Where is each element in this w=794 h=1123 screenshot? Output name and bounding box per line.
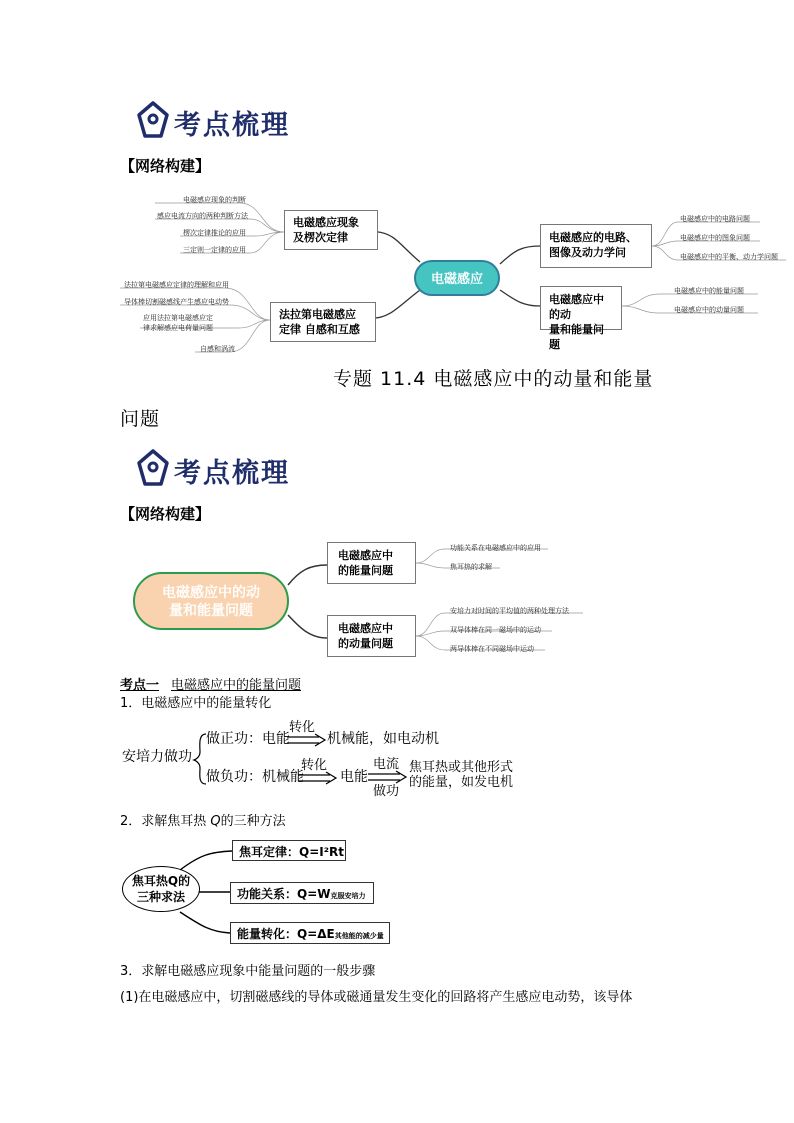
- arrow-label: 转化: [289, 720, 316, 735]
- mindmap2-leaf: 双导体棒在同一磁场中的运动: [450, 626, 541, 634]
- method2-sub: 克服安培力: [330, 892, 366, 900]
- method2-main: 功能关系：Q=W: [237, 887, 331, 901]
- mindmap1-leaf: 自感和涡流: [200, 345, 235, 353]
- method-work-energy: [230, 882, 374, 904]
- mindmap2-leaf: 安培力对时间的平均值的两种处理方法: [450, 607, 569, 615]
- electric-energy-text: 电能: [340, 769, 368, 785]
- mindmap1-node-faraday: 法拉第电磁感应 定律 自感和互感: [270, 302, 376, 342]
- joule-center-ellipse: 焦耳热Q的 三种求法: [122, 866, 200, 912]
- arrow-label-top: 电流: [373, 757, 400, 772]
- kaodian-label: 考点一: [120, 678, 160, 693]
- mindmap1-leaf: 电磁感应现象的判断: [183, 196, 246, 204]
- list-item-3: 3．求解电磁感应现象中能量问题的一般步骤: [120, 964, 376, 979]
- arrow-label: 转化: [301, 758, 328, 773]
- mindmap2-leaf: 焦耳热的求解: [450, 563, 492, 571]
- positive-work-result: 机械能，如电动机: [327, 731, 439, 747]
- list-item-1: 1．电磁感应中的能量转化: [120, 696, 272, 711]
- mindmap1-leaf: 感应电流方向的两种判断方法: [157, 212, 248, 220]
- negative-result-line1: 焦耳热或其他形式: [409, 760, 514, 775]
- mindmap1-leaf: 三定则一定律的应用: [183, 246, 246, 254]
- mindmap1-leaf: 电磁感应中的平衡、动力学问题: [680, 253, 778, 261]
- mindmap2-leaf: 两导体棒在不同磁场中运动: [450, 645, 534, 653]
- mindmap1-leaf: 电磁感应中的能量问题: [674, 287, 744, 295]
- mindmap1-leaf: 法拉第电磁感应定律的理解和应用: [124, 281, 229, 289]
- ampere-work-label: 安培力做功: [122, 749, 192, 765]
- negative-result-line2: 的能量，如发电机: [409, 775, 514, 790]
- kaodian-title: 电磁感应中的能量问题: [171, 678, 302, 693]
- mindmap1-leaf: 电磁感应中的电路问题: [680, 215, 750, 223]
- mindmap1-center-node: 电磁感应: [414, 260, 500, 296]
- mindmap1-leaf: 楞次定律推论的应用: [183, 229, 246, 237]
- list-item-2-var: Q: [210, 814, 221, 829]
- section-heading: 考点梳理: [174, 110, 290, 141]
- method3-sub: 其他能的减少量: [334, 932, 384, 940]
- method-joule-law: 焦耳定律：Q=I²Rt: [232, 840, 346, 861]
- method3-main: 能量转化：Q=ΔE: [237, 927, 335, 941]
- positive-work-text: 做正功：电能: [206, 731, 290, 747]
- mindmap1-node-momentum-energy: 电磁感应中的动 量和能量问题: [540, 286, 622, 330]
- mindmap2-center-node: 电磁感应中的动 量和能量问题: [133, 572, 289, 630]
- network-subtitle: 【网络构建】: [120, 505, 211, 523]
- negative-work-text: 做负功：机械能: [206, 769, 304, 785]
- paragraph: (1)在电磁感应中，切割磁感线的导体或磁通量发生变化的回路将产生感应电动势，该导体: [120, 990, 633, 1005]
- topic-title-continued: 问题: [120, 408, 161, 430]
- mindmap1-leaf: 电磁感应中的图象问题: [680, 234, 750, 242]
- mindmap1-leaf: 电磁感应中的动量问题: [674, 306, 744, 314]
- mindmap1-leaf: 导体棒切割磁感线产生感应电动势: [124, 298, 229, 306]
- mindmap2-node-momentum: 电磁感应中 的动量问题: [327, 615, 416, 657]
- mindmap1-node-circuit-dynamics: 电磁感应的电路、 图像及动力学问: [540, 224, 652, 268]
- mindmap2-node-energy: 电磁感应中 的能量问题: [327, 542, 416, 584]
- method-energy-conversion: [230, 922, 390, 944]
- list-item-2-prefix: 2．求解焦耳热: [120, 814, 211, 829]
- mindmap1-leaf: 应用法拉第电磁感应定 律求解感应电荷量问题: [143, 314, 213, 332]
- mindmap2-leaf: 功能关系在电磁感应中的应用: [450, 544, 541, 552]
- arrow-label-bottom: 做功: [373, 784, 400, 799]
- list-item-2-suffix: 的三种方法: [220, 814, 286, 829]
- section-heading: 考点梳理: [174, 458, 290, 489]
- topic-title: 专题 11.4 电磁感应中的动量和能量: [333, 368, 654, 390]
- mindmap1-node-induction-lenz: 电磁感应现象 及楞次定律: [284, 210, 378, 250]
- network-subtitle: 【网络构建】: [120, 157, 211, 175]
